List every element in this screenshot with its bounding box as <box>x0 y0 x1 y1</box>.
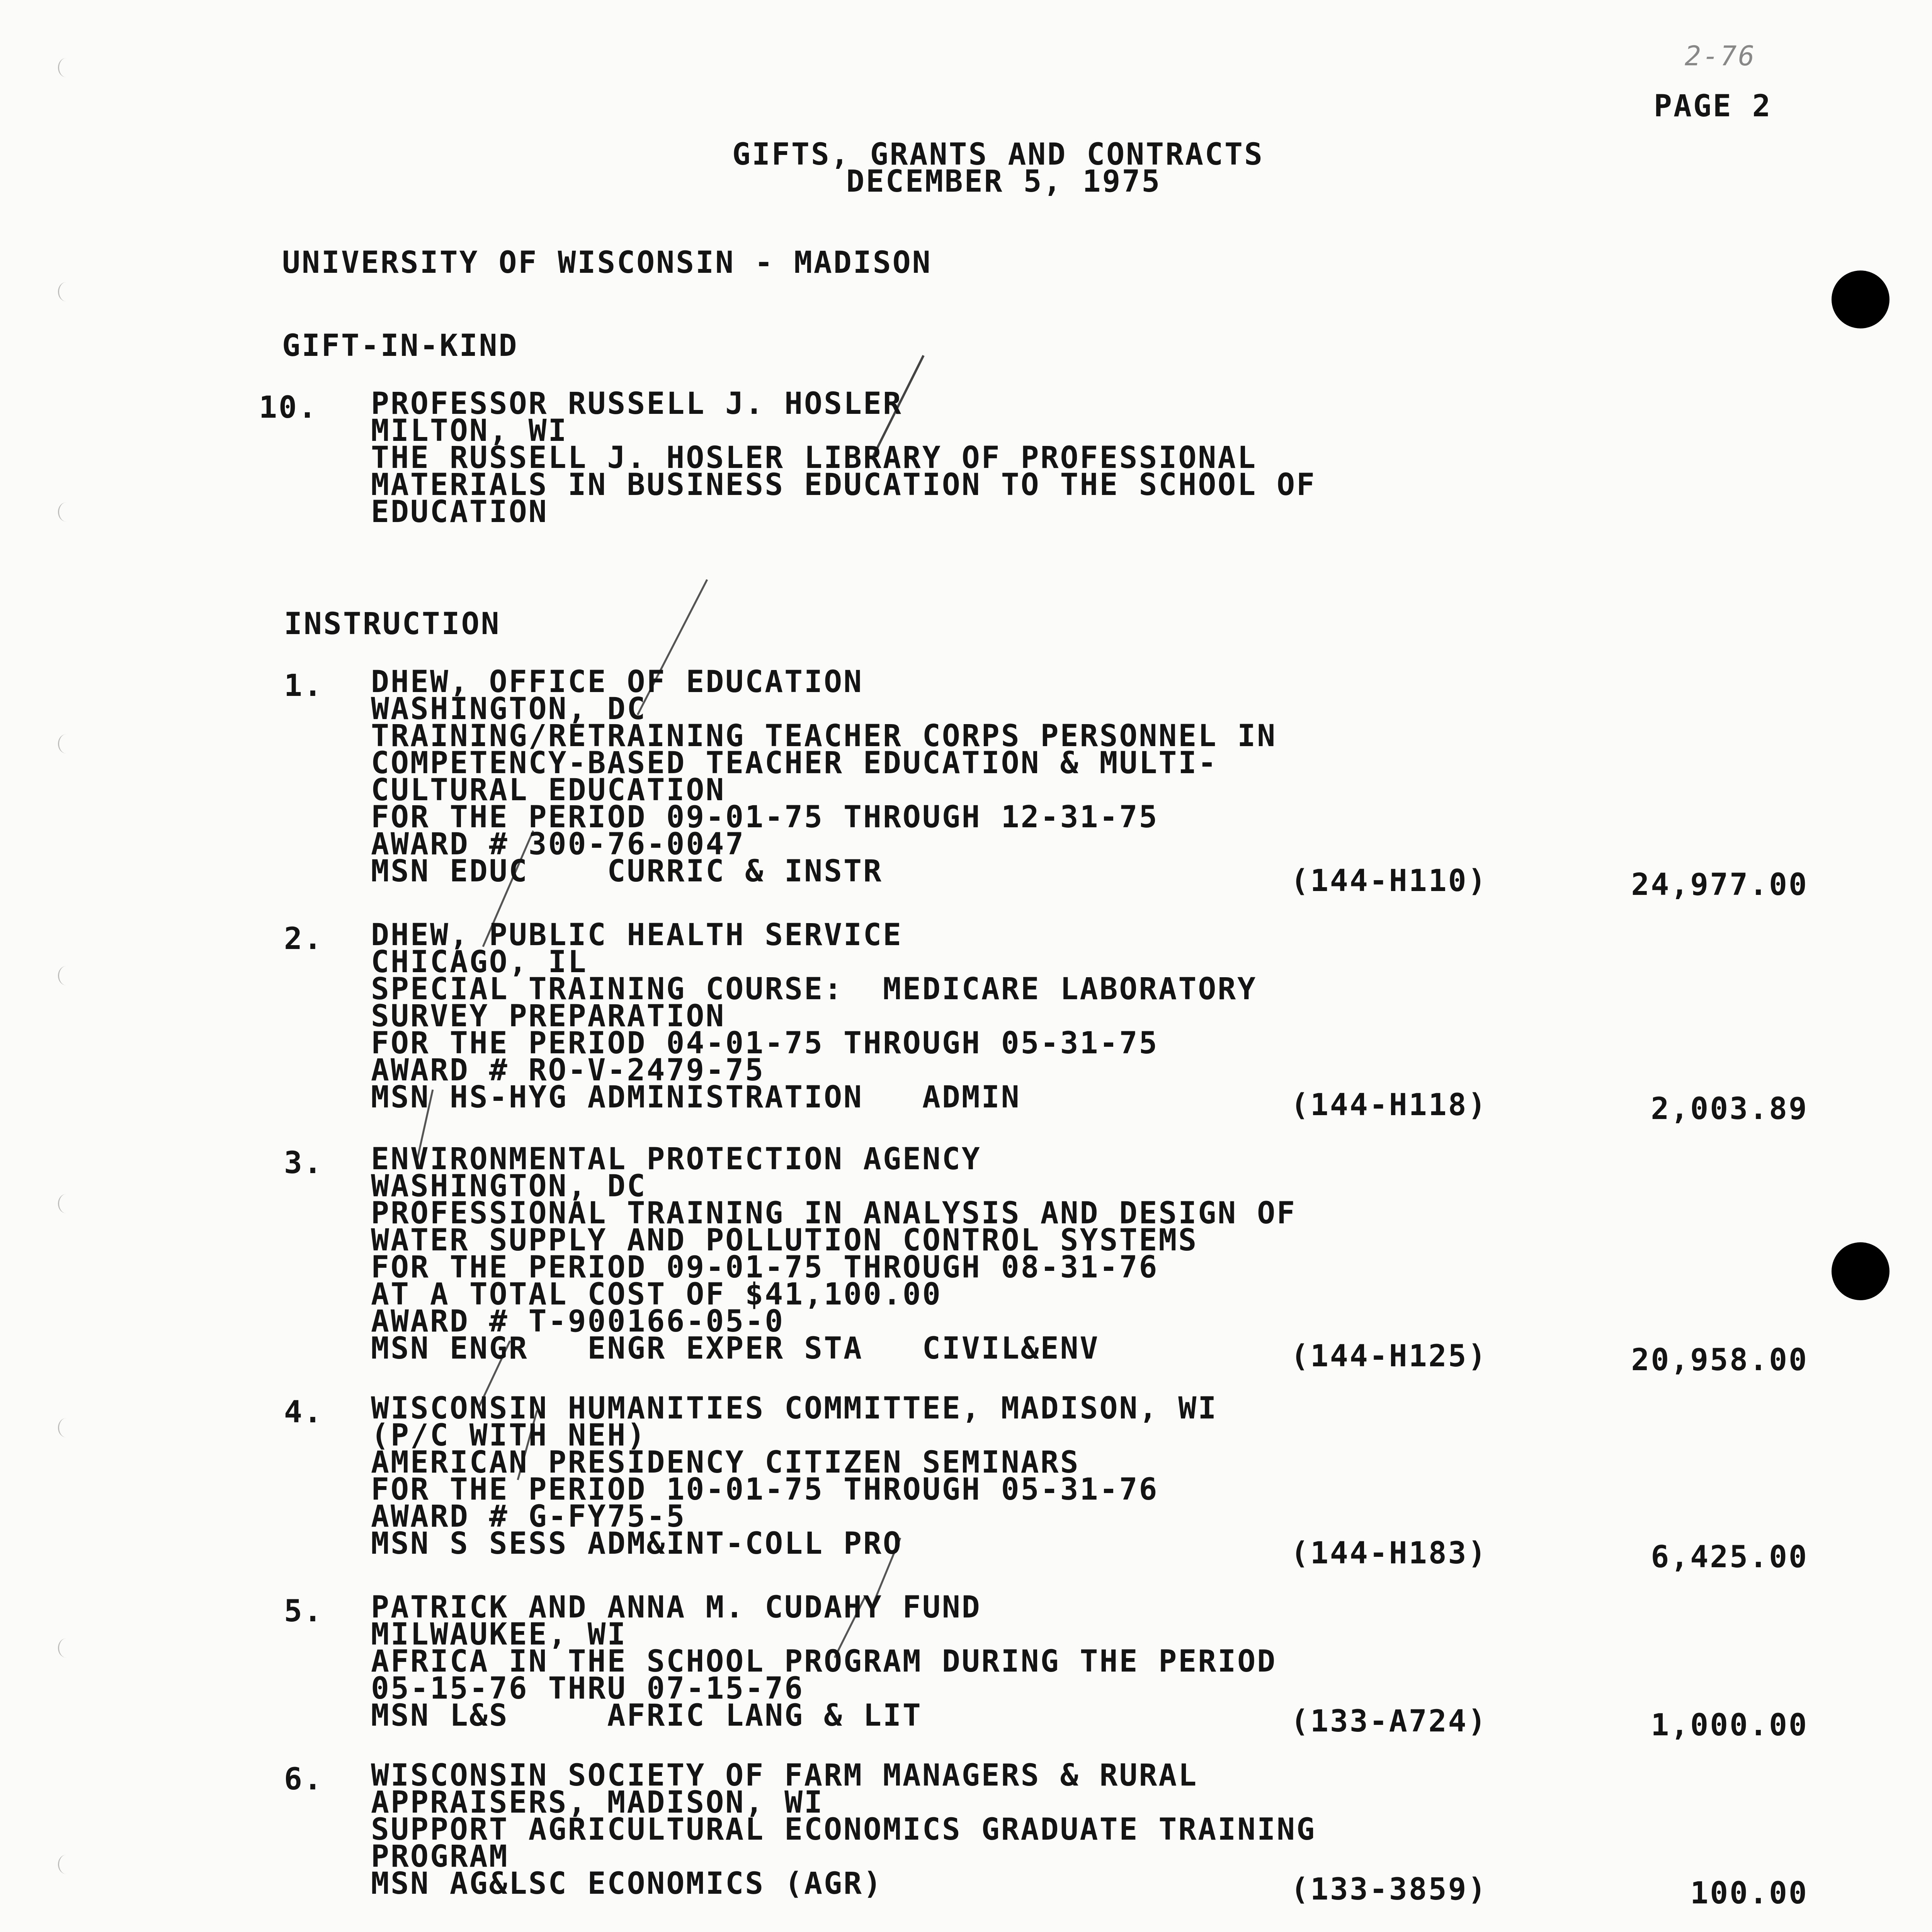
entry-line: WISCONSIN SOCIETY OF FARM MANAGERS & RURAL <box>371 1758 1198 1793</box>
entry-line: FOR THE PERIOD 09-01-75 THROUGH 12-31-75 <box>371 800 1159 835</box>
award-amount: 1,000.00 <box>1651 1708 1808 1743</box>
page-number: PAGE 2 <box>1654 89 1772 124</box>
entry-line: MSN S SESS ADM&INT-COLL PRO <box>371 1526 903 1561</box>
entry-line: AWARD # RO-V-2479-75 <box>371 1053 765 1088</box>
entry-line: (P/C WITH NEH) <box>371 1418 647 1453</box>
entry-number: 2. <box>284 922 323 956</box>
entry-line: AT A TOTAL COST OF $41,100.00 <box>371 1277 942 1312</box>
margin-mark <box>58 1638 75 1658</box>
entry-line: WASHINGTON, DC <box>371 692 647 726</box>
entry-number: 1. <box>284 668 323 703</box>
margin-mark <box>58 734 75 753</box>
account-code: (144-H118) <box>1291 1088 1488 1122</box>
entry-line: MSN EDUC CURRIC & INSTR <box>371 854 883 889</box>
entry-line: PATRICK AND ANNA M. CUDAHY FUND <box>371 1590 981 1625</box>
margin-mark <box>58 1418 75 1437</box>
entry-line: MSN AG&LSC ECONOMICS (AGR) <box>371 1866 883 1901</box>
margin-mark <box>58 502 75 522</box>
margin-mark <box>58 966 75 985</box>
entry-line: SUPPORT AGRICULTURAL ECONOMICS GRADUATE TRAINING <box>371 1812 1316 1847</box>
entry-line: EDUCATION <box>371 495 548 529</box>
entry-number: 3. <box>284 1146 323 1180</box>
entry-line: CULTURAL EDUCATION <box>371 773 726 808</box>
margin-mark <box>58 58 75 77</box>
award-amount: 20,958.00 <box>1631 1343 1808 1378</box>
entry-line: AWARD # G-FY75-5 <box>371 1499 686 1534</box>
section-heading-instruction: INSTRUCTION <box>284 607 501 641</box>
entry-line: MILTON, WI <box>371 413 568 448</box>
account-code: (133-3859) <box>1291 1872 1488 1907</box>
account-code: (144-H110) <box>1291 864 1488 898</box>
entry-line: 05-15-76 THRU 07-15-76 <box>371 1671 804 1706</box>
entry-line: PROFESSIONAL TRAINING IN ANALYSIS AND DESIGN OF <box>371 1196 1297 1231</box>
entry-line: AMERICAN PRESIDENCY CITIZEN SEMINARS <box>371 1445 1080 1480</box>
entry-line: DHEW, OFFICE OF EDUCATION <box>371 665 863 699</box>
margin-mark <box>58 282 75 301</box>
document-date: DECEMBER 5, 1975 <box>846 164 1162 199</box>
entry-line: MSN L&S AFRIC LANG & LIT <box>371 1698 922 1733</box>
award-amount: 100.00 <box>1690 1876 1808 1911</box>
document-title: GIFTS, GRANTS AND CONTRACTS <box>732 137 1264 172</box>
award-amount: 24,977.00 <box>1631 867 1808 902</box>
entry-line: WISCONSIN HUMANITIES COMMITTEE, MADISON, WI <box>371 1391 1218 1426</box>
entry-line: AWARD # T-900166-05-0 <box>371 1304 785 1339</box>
entry-line: SPECIAL TRAINING COURSE: MEDICARE LABORATORY <box>371 972 1257 1007</box>
award-amount: 2,003.89 <box>1651 1092 1808 1126</box>
entry-number: 5. <box>284 1594 323 1629</box>
entry-line: MSN HS-HYG ADMINISTRATION ADMIN <box>371 1080 1021 1115</box>
account-code: (133-A724) <box>1291 1704 1488 1739</box>
entry-line: SURVEY PREPARATION <box>371 999 726 1034</box>
entry-line: WATER SUPPLY AND POLLUTION CONTROL SYSTEMS <box>371 1223 1198 1258</box>
margin-mark <box>58 1194 75 1213</box>
entry-line: COMPETENCY-BASED TEACHER EDUCATION & MULTI- <box>371 746 1218 781</box>
entry-line: THE RUSSELL J. HOSLER LIBRARY OF PROFESSIONAL <box>371 440 1257 475</box>
entry-line: FOR THE PERIOD 04-01-75 THROUGH 05-31-75 <box>371 1026 1159 1061</box>
entry-line: MATERIALS IN BUSINESS EDUCATION TO THE SCHOOL OF <box>371 468 1316 502</box>
entry-line: PROFESSOR RUSSELL J. HOSLER <box>371 386 903 421</box>
entry-line: TRAINING/RETRAINING TEACHER CORPS PERSONNEL IN <box>371 719 1277 753</box>
entry-line: ENVIRONMENTAL PROTECTION AGENCY <box>371 1142 981 1177</box>
margin-mark <box>58 1855 75 1874</box>
section-heading-gift: GIFT-IN-KIND <box>282 328 519 363</box>
handwritten-note: 2-76 <box>1685 40 1756 72</box>
entry-number: 4. <box>284 1395 323 1430</box>
entry-line: DHEW, PUBLIC HEALTH SERVICE <box>371 918 903 952</box>
account-code: (144-H125) <box>1291 1339 1488 1374</box>
entry-line: FOR THE PERIOD 09-01-75 THROUGH 08-31-76 <box>371 1250 1159 1285</box>
entry-line: FOR THE PERIOD 10-01-75 THROUGH 05-31-76 <box>371 1472 1159 1507</box>
entry-number: 6. <box>284 1762 323 1797</box>
entry-line: WASHINGTON, DC <box>371 1169 647 1204</box>
entry-line: MSN ENGR ENGR EXPER STA CIVIL&ENV <box>371 1331 1100 1366</box>
institution-name: UNIVERSITY OF WISCONSIN - MADISON <box>282 245 932 280</box>
entry-line: MILWAUKEE, WI <box>371 1617 627 1652</box>
entry-line: CHICAGO, IL <box>371 945 588 980</box>
entry-number: 10. <box>259 390 318 425</box>
entry-line: APPRAISERS, MADISON, WI <box>371 1785 824 1820</box>
award-amount: 6,425.00 <box>1651 1540 1808 1575</box>
entry-line: AFRICA IN THE SCHOOL PROGRAM DURING THE PERIOD <box>371 1644 1277 1679</box>
entry-line: AWARD # 300-76-0047 <box>371 827 745 862</box>
account-code: (144-H183) <box>1291 1536 1488 1571</box>
entry-line: PROGRAM <box>371 1839 509 1874</box>
